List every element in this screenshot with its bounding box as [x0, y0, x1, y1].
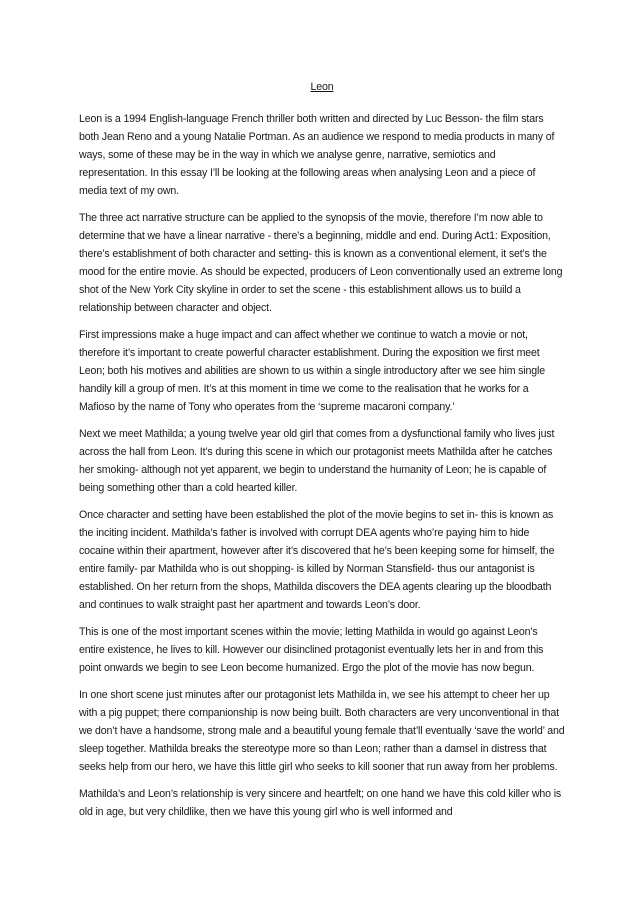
- paragraph-narrative-structure: The three act narrative structure can be applied to the synopsis of the movie, therefore I’m now able to determine that we have a linear narrative - there’s a beginning, middle and end. During Act1: Exposition, there’s establishment of both character and setting- this is known as a conventional element, it set’s the mood for the entire movie. As should be expected, producers of Leon conventionally used an extreme long shot of the New York City skyline in order to set the scene - this establishment allows us to build a relationship between character and object.: [79, 212, 563, 314]
- paragraph-inciting-incident: Once character and setting have been established the plot of the movie begins to set in- this is known as the inciting incident. Mathilda’s father is involved with corrupt DEA agents who’re paying him to hide cocaine within their apartment, however after it’s discovered that he’s been keeping some for himself, the entire family- par Mathilda who is out shopping- is killed by Norman Stansfield- thus our antagonist is established. On her return from the shops, Mathilda discovers the DEA agents clearing up the bloodbath and continues to walk straight past her apartment and towards Leon’s door.: [79, 509, 555, 611]
- paragraph-intro: Leon is a 1994 English-language French thriller both written and directed by Luc Besson- the film stars both Jean Reno and a young Natalie Portman. As an audience we respond to media products in many of ways, some of these may be in the way in which we analyse genre, narrative, semiotics and representation. In this essay I’ll be looking at the following areas when analysing Leon and a piece of media text of my own.: [79, 113, 555, 197]
- paragraph-relationship: Mathilda’s and Leon’s relationship is very sincere and heartfelt; on one hand we have this cold killer who is old in age, but very childlike, then we have this young girl who is well informed and: [79, 788, 562, 818]
- document-body: [79, 78, 565, 830]
- document-title: Leon: [310, 81, 334, 93]
- paragraph-mathilda-intro: Next we meet Mathilda; a young twelve year old girl that comes from a dysfunctional family who lives just across the hall from Leon. It’s during this scene in which our protagonist meets Mathilda after he catches her smoking- although not yet apparent, we begin to understand the humanity of Leon; he is capable of being something other than a cold hearted killer.: [79, 428, 555, 494]
- paragraph-important-scene: This is one of the most important scenes within the movie; letting Mathilda in would go against Leon’s entire existence, he lives to kill. However our disinclined protagonist eventually lets her in and from this point onwards we begin to see Leon become humanized. Ergo the plot of the movie has now begun.: [79, 626, 544, 674]
- paragraph-pig-puppet: In one short scene just minutes after our protagonist lets Mathilda in, we see his attempt to cheer her up with a pig puppet; there companionship is now being built. Both characters are very unconventional in that we don’t have a handsome, strong male and a beautiful young female that’ll eventually ‘save the world’ and sleep together. Mathilda breaks the stereotype more so than Leon; rather than a damsel in distress that seeks help from our hero, we have this little girl who seeks to kill sooner that run away from her problems.: [79, 689, 565, 773]
- paragraph-first-impressions: First impressions make a huge impact and can affect whether we continue to watch a movie or not, therefore it’s important to create powerful character establishment. During the exposition we first meet Leon; both his motives and abilities are shown to us within a single introductory after we see him single handily kill a group of men. It’s at this moment in time we come to the realisation that he works for a Mafioso by the name of Tony who operates from the ‘supreme macaroni company.’: [79, 329, 545, 413]
